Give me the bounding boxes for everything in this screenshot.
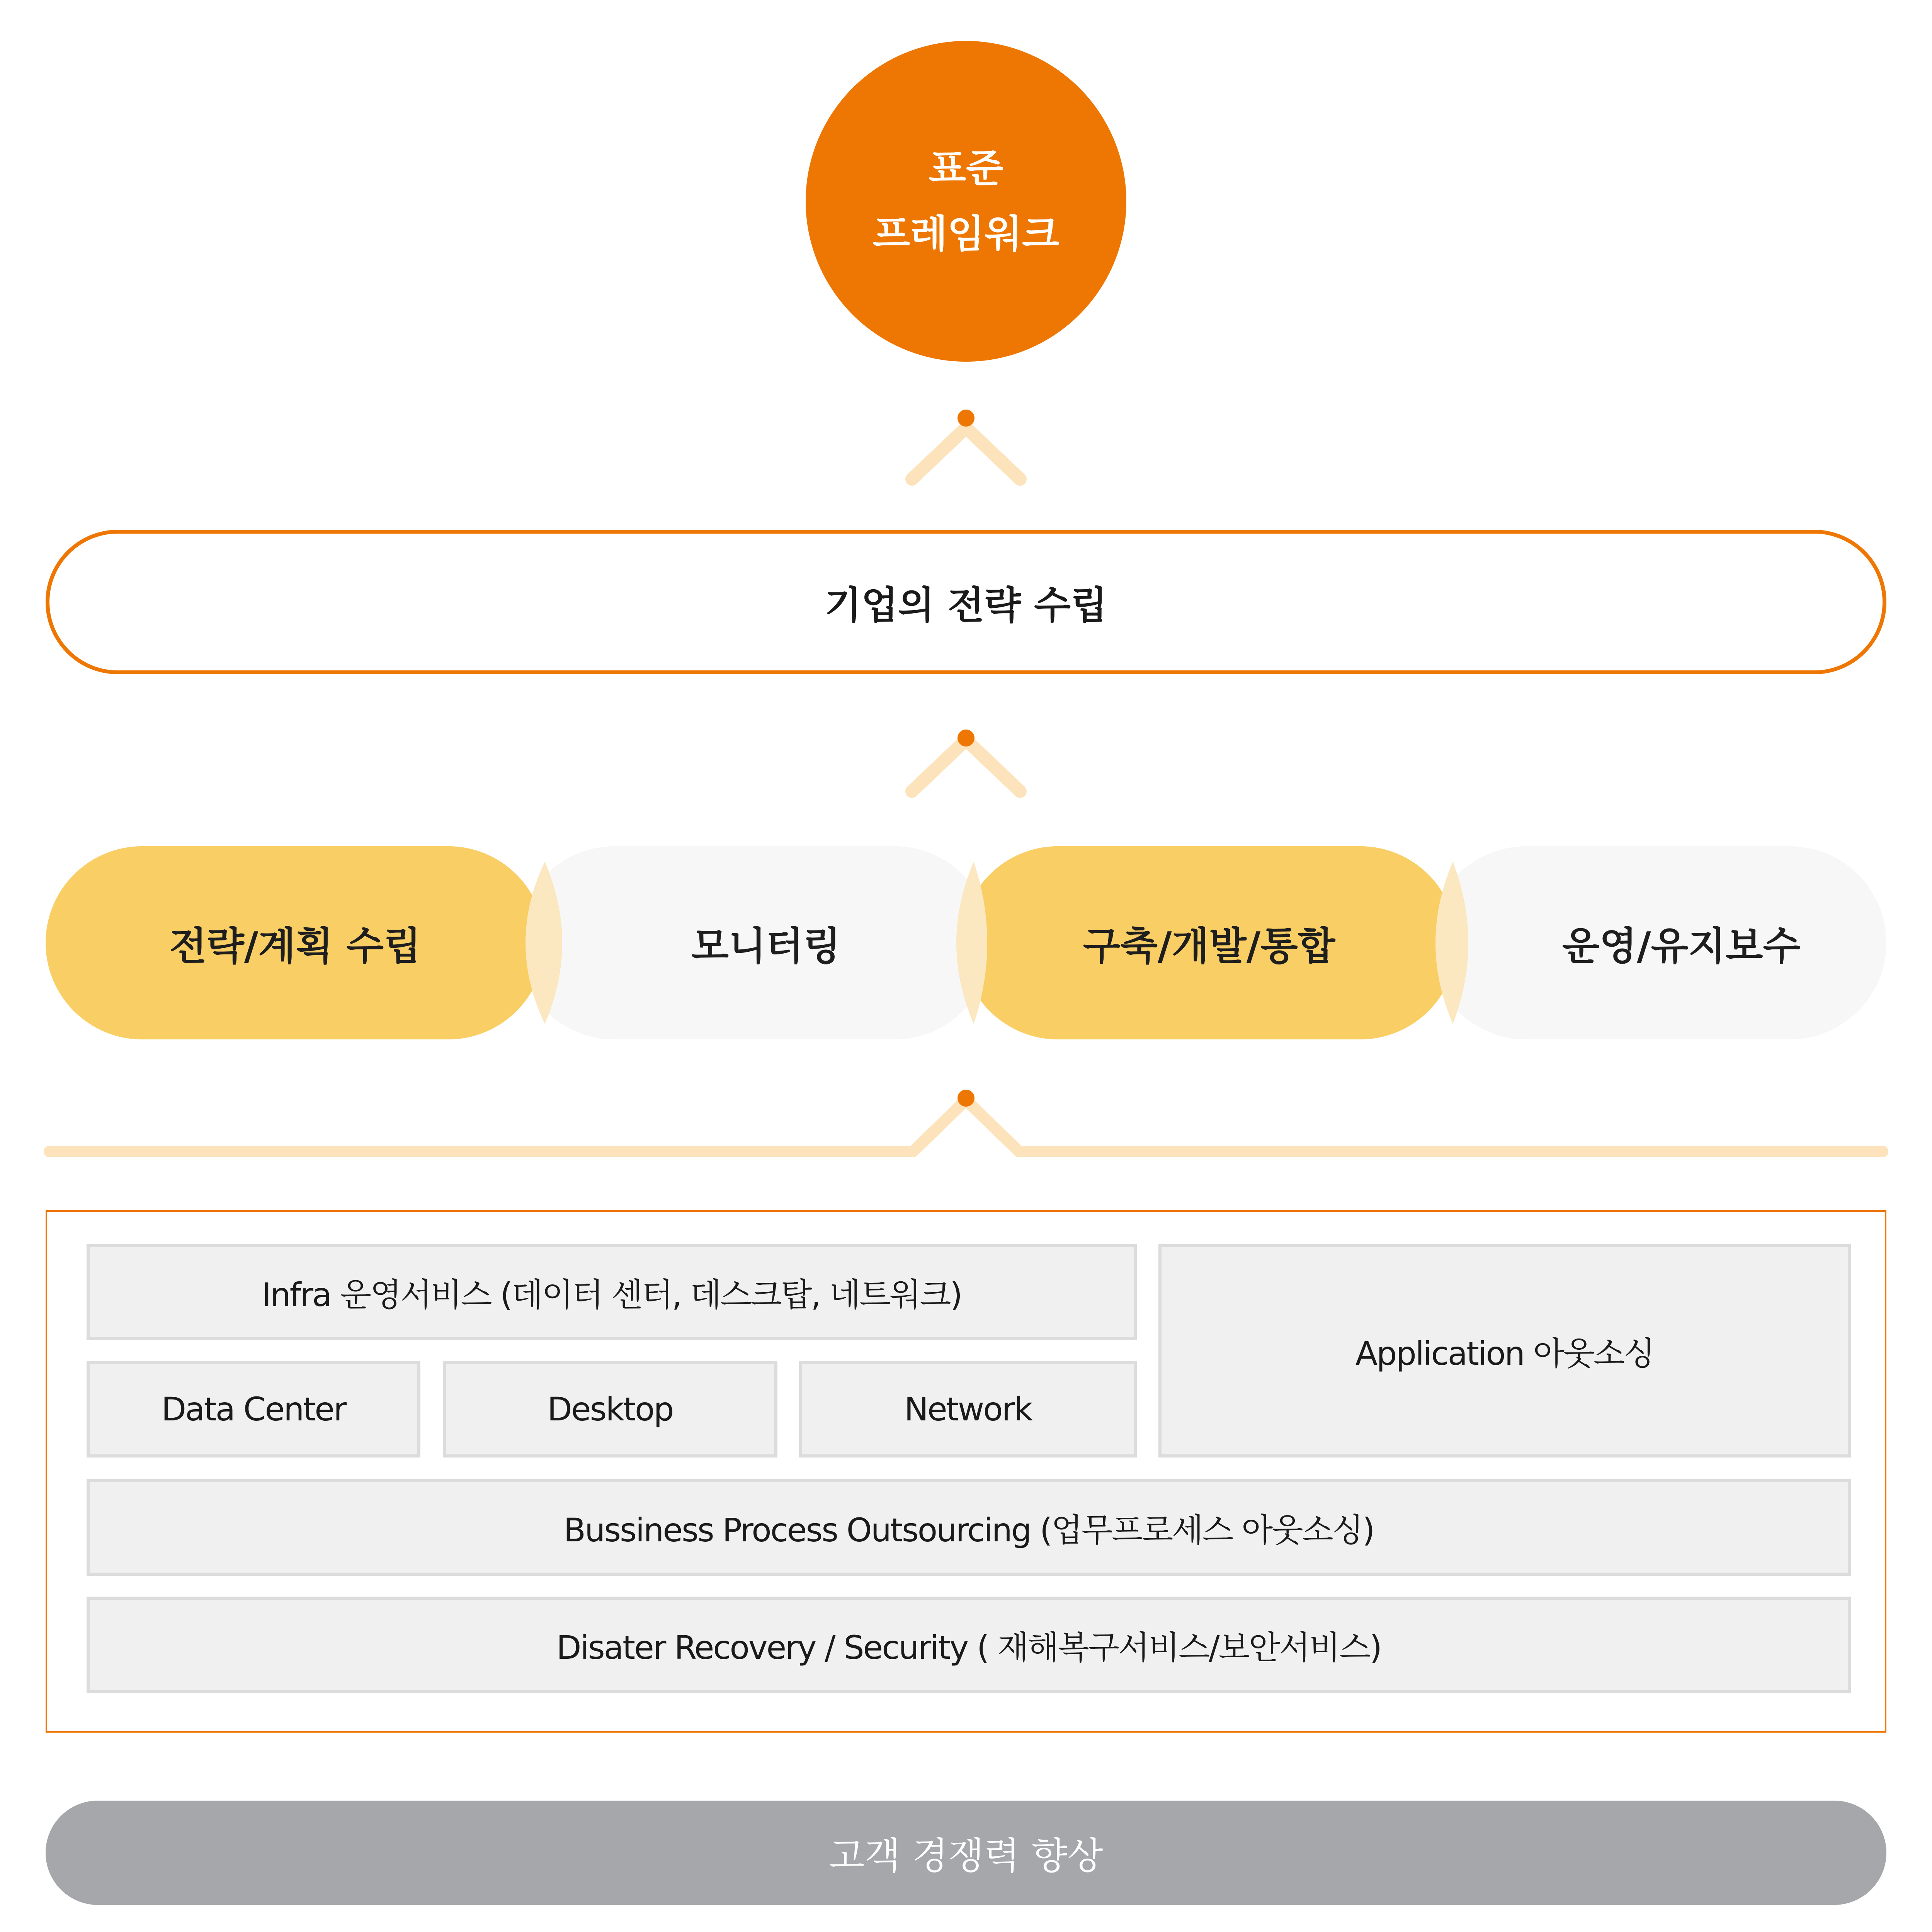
standard-framework-circle xyxy=(806,41,1126,362)
process-monitoring xyxy=(518,846,991,1039)
result-label: 고객 경쟁력 향상 xyxy=(828,1834,1104,1878)
application-outsourcing: Application 아웃소싱 xyxy=(1158,1244,1851,1458)
enterprise-strategy-pill xyxy=(46,530,1886,674)
process-label: 전략/계획 수립 xyxy=(169,923,421,969)
process-label: 구축/개발/통합 xyxy=(1083,923,1335,969)
overlap-lens xyxy=(1414,846,1476,1039)
network-service: Network xyxy=(799,1361,1137,1458)
framework-line1: 표준 xyxy=(929,146,1003,191)
process-operation-maintenance xyxy=(1430,846,1886,1039)
data-center-service: Data Center xyxy=(87,1361,420,1458)
process-build-develop-integrate xyxy=(961,846,1457,1039)
customer-competitiveness-bar xyxy=(46,1801,1886,1905)
dr-security-service: Disater Recovery / Security ( 재해복구서비스/보안서비스) xyxy=(87,1597,1851,1693)
overlap-lens xyxy=(502,846,564,1039)
infra-operation-service: Infra 운영서비스 (데이터 센터, 데스크탑, 네트워크) xyxy=(87,1244,1137,1340)
overlap-lens xyxy=(943,846,1005,1039)
up-arrow-icon xyxy=(889,722,1043,811)
desktop-service: Desktop xyxy=(443,1361,777,1458)
bracket-arrow-icon xyxy=(46,1082,1886,1163)
framework-line2: 프레임워크 xyxy=(872,211,1060,257)
bpo-service: Bussiness Process Outsourcing (업무프로세스 아웃소싱) xyxy=(87,1479,1851,1576)
process-label: 모니터링 xyxy=(691,923,841,969)
services-container xyxy=(46,1210,1886,1733)
process-strategy-planning xyxy=(46,846,545,1039)
strategy-label: 기업의 전략 수립 xyxy=(825,583,1107,628)
process-label: 운영/유지보수 xyxy=(1562,923,1801,969)
up-arrow-icon xyxy=(889,402,1043,491)
